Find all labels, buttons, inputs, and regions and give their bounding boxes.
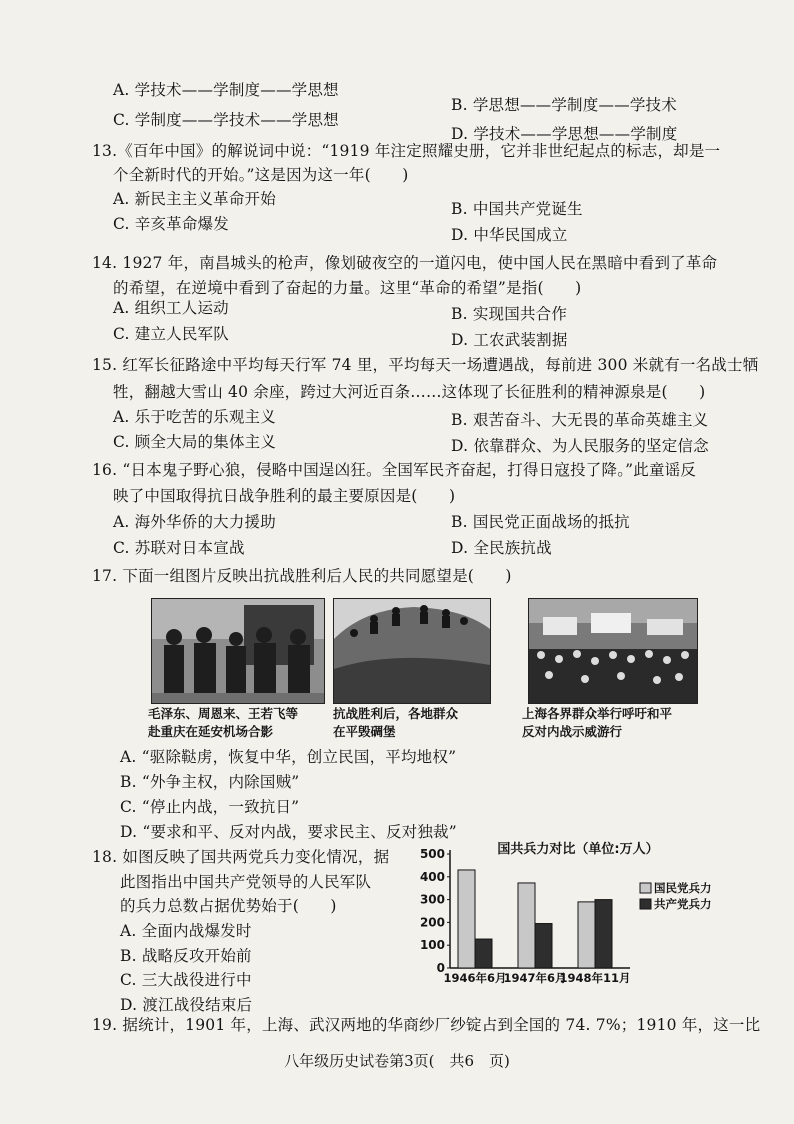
chart-y-tick-label: 100	[419, 938, 445, 953]
q17-stem: 17. 下面一组图片反映出抗战胜利后人民的共同愿望是( )	[92, 567, 512, 585]
q18-option-d: D. 渡江战役结束后	[120, 996, 253, 1014]
q16-option-c: C. 苏联对日本宣战	[113, 539, 245, 557]
q16-option-d: D. 全民族抗战	[451, 539, 552, 557]
chart-legend-label: 共产党兵力	[654, 897, 712, 911]
chart-title: 国共兵力对比（单位:万人）	[497, 842, 659, 857]
q17-option-a: A. “驱除鞑虏，恢复中华，创立民国，平均地权”	[120, 748, 457, 766]
photo-destroying-blockhouse	[333, 598, 491, 704]
q18-stem-line2: 此图指出中国共产党领导的人民军队	[120, 873, 372, 891]
q16-stem-line2: 映了中国取得抗日战争胜利的最主要原因是( )	[113, 487, 456, 505]
q14-option-b: B. 实现国共合作	[451, 305, 568, 323]
chart-y-tick-label: 0	[436, 961, 445, 975]
q13-stem-line2: 个全新时代的开始。”这是因为这一年( )	[113, 166, 409, 184]
photo-caption-3-line1: 上海各界群众举行呼吁和平	[522, 706, 673, 721]
chart-bar	[578, 902, 595, 968]
q15-stem-line2: 牲，翻越大雪山 40 余座，跨过大河近百条……这体现了长征胜利的精神源泉是( )	[113, 383, 706, 401]
photo-yanan-airport	[151, 598, 325, 704]
force-comparison-chart	[408, 836, 724, 986]
q13-option-b: B. 中国共产党诞生	[451, 200, 583, 218]
q14-option-a: A. 组织工人运动	[113, 299, 229, 317]
q16-option-b: B. 国民党正面战场的抵抗	[451, 513, 630, 531]
photo-caption-1-line2: 赴重庆在延安机场合影	[148, 724, 274, 739]
page-footer-text: 八年级历史试卷第3页( 共6 页)	[284, 1052, 510, 1070]
photo-shanghai-demonstration-graphic	[529, 599, 697, 703]
q12-option-d: D. 学技术——学思想——学制度	[451, 125, 678, 143]
q15-stem-line1: 15. 红军长征路途中平均每天行军 74 里，平均每天一场遭遇战，每前进 300 米就有一名战士牺	[92, 356, 759, 374]
chart-x-tick-label: 1946年6月	[443, 971, 507, 985]
q16-stem-line1: 16. “日本鬼子野心狼，侵略中国逞凶狂。全国军民齐奋起，打得日寇投了降。”此童谣反	[92, 461, 697, 479]
q15-option-d: D. 依靠群众、为人民服务的坚定信念	[451, 437, 709, 455]
chart-bar	[518, 883, 535, 968]
chart-bar	[475, 939, 492, 968]
chart-x-tick-label: 1948年11月	[559, 971, 631, 985]
chart-bars	[443, 870, 630, 985]
q13-option-d: D. 中华民国成立	[451, 226, 568, 244]
q18-option-b: B. 战略反攻开始前	[120, 947, 252, 965]
photo-caption-1-line1: 毛泽东、周恩来、王若飞等	[148, 706, 299, 721]
photo-destroying-blockhouse-graphic	[334, 599, 490, 703]
chart-y-tick-label: 400	[419, 869, 445, 884]
q13-option-a: A. 新民主主义革命开始	[113, 190, 276, 208]
q14-option-c: C. 建立人民军队	[113, 325, 229, 343]
q18-stem-line3: 的兵力总数占据优势始于( )	[120, 897, 337, 915]
chart-bar	[595, 900, 612, 968]
chart-y-tick-label: 300	[419, 892, 445, 907]
q14-stem-line1: 14. 1927 年，南昌城头的枪声，像划破夜空的一道闪电，使中国人民在黑暗中看到了革命	[92, 254, 718, 272]
photo-caption-2-line1: 抗战胜利后，各地群众	[333, 706, 459, 721]
chart-bar	[458, 870, 475, 968]
chart-x-tick-label: 1947年6月	[503, 971, 567, 985]
q12-option-c: C. 学制度——学技术——学思想	[113, 111, 339, 129]
photo-shanghai-demonstration	[528, 598, 698, 704]
chart-bar	[535, 924, 552, 968]
chart-y-tick-label: 500	[419, 847, 445, 861]
q18-stem-line1: 18. 如图反映了国共两党兵力变化情况，据	[92, 848, 390, 866]
chart-y-tick-label: 200	[419, 915, 445, 930]
q13-option-c: C. 辛亥革命爆发	[113, 215, 229, 233]
q14-stem-line2: 的希望，在逆境中看到了奋起的力量。这里“革命的希望”是指( )	[113, 279, 582, 297]
q19-stem-line1: 19. 据统计，1901 年，上海、武汉两地的华商纱厂纱锭占到全国的 74. 7%；1910 年，这一比	[92, 1016, 761, 1034]
photo-caption-2-line2: 在平毁碉堡	[333, 724, 396, 739]
q12-option-a: A. 学技术——学制度——学思想	[113, 81, 339, 99]
q17-option-d: D. “要求和平、反对内战，要求民主、反对独裁”	[120, 823, 457, 841]
chart-legend	[640, 881, 712, 911]
photo-yanan-airport-graphic	[152, 599, 324, 703]
q17-option-c: C. “停止内战，一致抗日”	[120, 798, 300, 816]
q15-option-c: C. 顾全大局的集体主义	[113, 433, 277, 451]
page-footer	[0, 1050, 794, 1071]
q15-option-b: B. 艰苦奋斗、大无畏的革命英雄主义	[451, 411, 709, 429]
q16-option-a: A. 海外华侨的大力援助	[113, 513, 276, 531]
q13-stem-line1: 13.《百年中国》的解说词中说：“1919 年注定照耀史册，它并非世纪起点的标志，却是一	[92, 142, 721, 160]
chart-legend-label: 国民党兵力	[654, 881, 712, 895]
chart-legend-swatch	[640, 883, 651, 893]
q18-option-a: A. 全面内战爆发时	[120, 922, 252, 940]
q17-option-b: B. “外争主权，内除国贼”	[120, 773, 300, 791]
chart-legend-swatch	[640, 899, 651, 909]
photo-caption-3-line2: 反对内战示威游行	[522, 724, 623, 739]
q12-option-b: B. 学思想——学制度——学技术	[451, 96, 677, 114]
q14-option-d: D. 工农武装割据	[451, 331, 568, 349]
q15-option-a: A. 乐于吃苦的乐观主义	[113, 408, 276, 426]
q18-option-c: C. 三大战役进行中	[120, 971, 252, 989]
